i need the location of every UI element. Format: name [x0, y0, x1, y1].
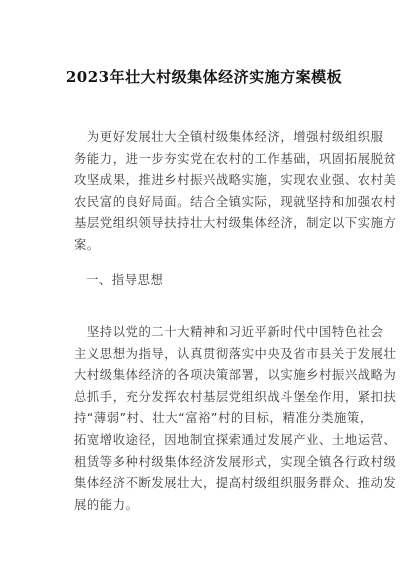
- document-title: 2023年壮大村级集体经济实施方案模板: [65, 68, 343, 86]
- paragraph-line: 攻坚成果，推进乡村振兴战略实施，实现农业强、农村美: [74, 173, 397, 188]
- paragraph-line: 持“薄弱”村、壮大“富裕”村的目标，精准分类施策，: [74, 411, 373, 426]
- guiding-thought-paragraph: [74, 322, 397, 516]
- paragraph-line: 展的能力。: [74, 497, 139, 512]
- paragraph-line: 农民富的良好局面。结合全镇实际，现就坚持和加强农村: [74, 194, 397, 209]
- paragraph-line: 为更好发展壮大全镇村级集体经济，增强村级组织服: [74, 130, 384, 144]
- intro-paragraph: [74, 127, 397, 257]
- paragraph-line: 拓宽增收途径，因地制宜探索通过发展产业、土地运营、: [74, 432, 397, 447]
- paragraph-line: 务能力，进一步夯实党在农村的工作基础，巩固拓展脱贫: [74, 151, 397, 166]
- section-heading-guiding-thought: 一、指导思想: [86, 273, 164, 287]
- paragraph-line: 主义思想为指导，认真贯彻落实中央及省市县关于发展壮: [74, 346, 397, 361]
- paragraph-line: 坚持以党的二十大精神和习近平新时代中国特色社会: [74, 325, 384, 339]
- paragraph-line: 租赁等多种村级集体经济发展形式，实现全镇各行政村级: [74, 454, 397, 469]
- paragraph-line: 案。: [74, 237, 100, 252]
- paragraph-line: 基层党组织领导扶持壮大村级集体经济，制定以下实施方: [74, 216, 397, 231]
- paragraph-line: 大村级集体经济的各项决策部署，以实施乡村振兴战略为: [74, 368, 397, 383]
- paragraph-line: 总抓手，充分发挥农村基层党组织战斗堡垒作用，紧扣扶: [74, 389, 397, 404]
- paragraph-line: 集体经济不断发展壮大，提高村级组织服务群众、推动发: [74, 476, 397, 491]
